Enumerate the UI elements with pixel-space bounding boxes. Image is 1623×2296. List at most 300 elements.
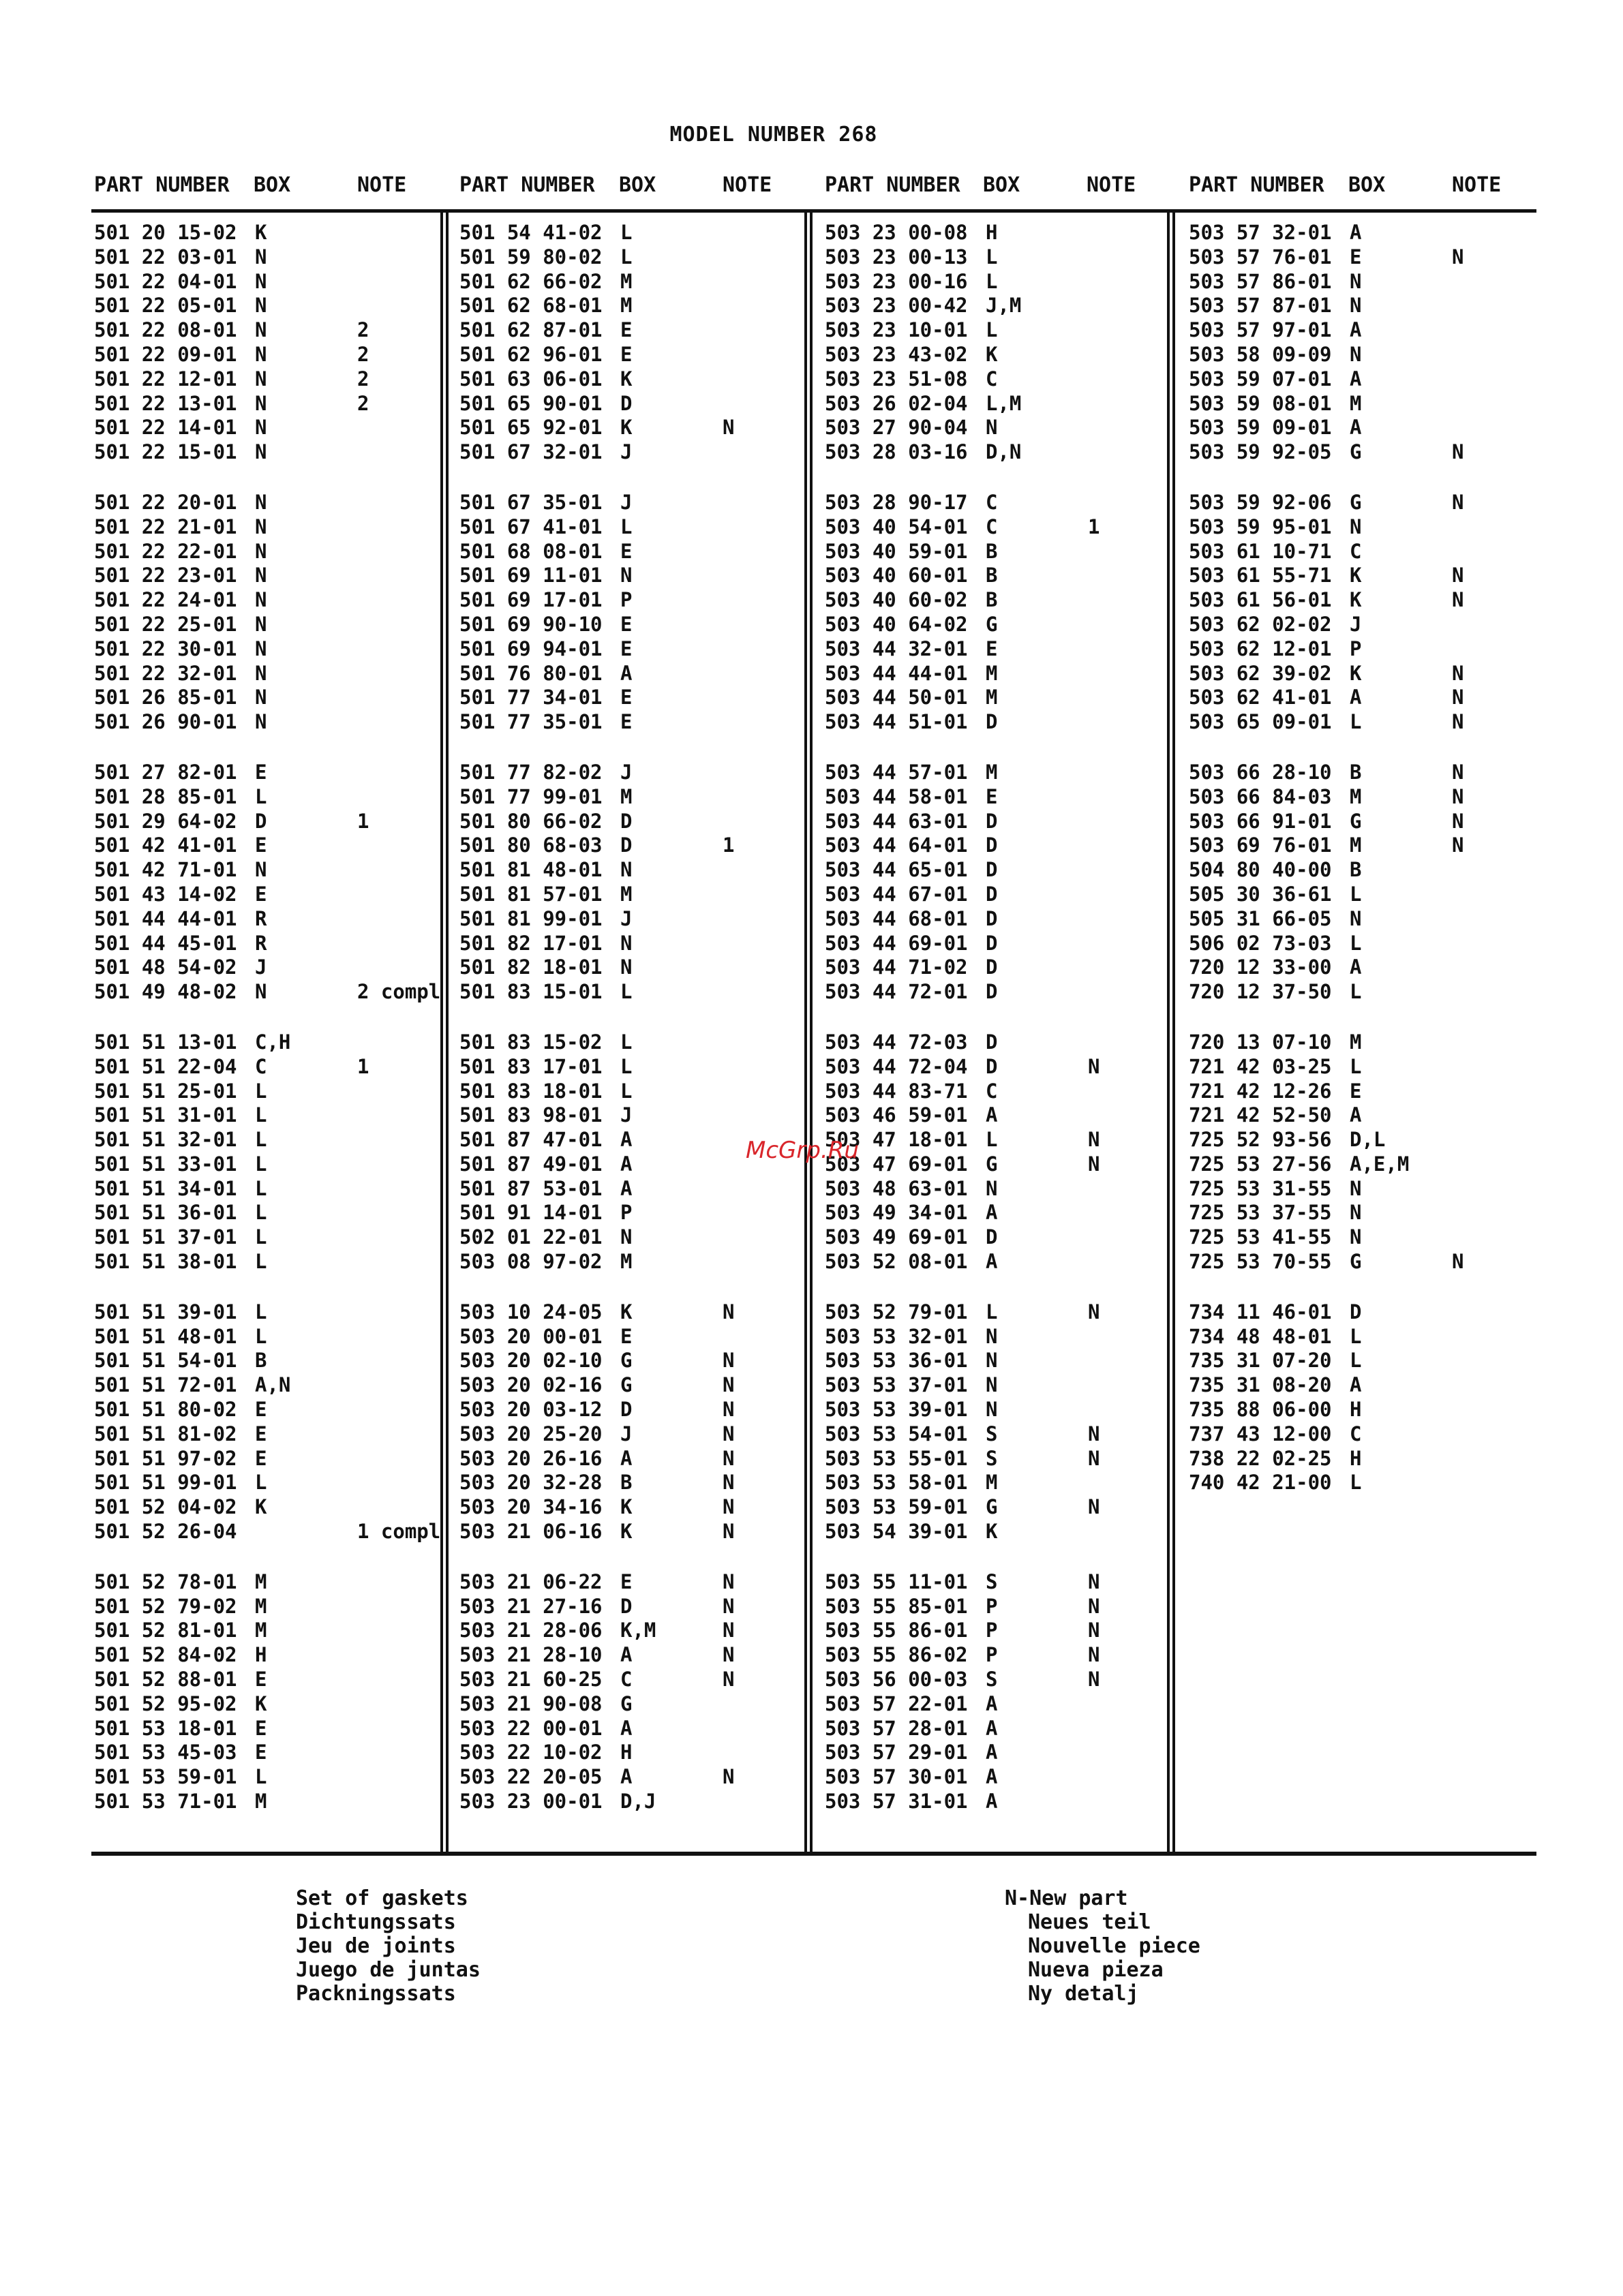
part-row [459,1201,814,1225]
box-code: M [986,1471,998,1495]
part-row [1189,367,1543,392]
part-number: 503 57 29-01 [825,1741,968,1764]
part-row [94,1717,449,1741]
header-part: PART NUMBER [94,173,230,197]
box-code: D,L [1350,1128,1386,1152]
box-code: A [620,1716,633,1740]
part-row [459,1103,814,1128]
part-number: 501 48 54-02 [94,955,237,979]
part-row [825,810,1179,834]
parts-column-1 [94,221,449,1840]
box-code: N [620,931,633,955]
part-row [825,980,1179,1005]
part-row [825,686,1179,710]
part-group [94,1570,449,1814]
box-code: H [1350,1398,1362,1422]
box-code: A [620,1446,633,1470]
part-number: 503 62 02-02 [1189,612,1332,636]
part-number: 503 23 00-16 [825,269,968,293]
part-number: 501 67 32-01 [459,440,603,464]
part-row [825,1619,1179,1643]
part-row [94,1692,449,1717]
box-code: E [620,686,633,709]
box-code: C [986,1079,998,1103]
part-number: 503 53 54-01 [825,1422,968,1445]
part-row [459,932,814,956]
part-number: 501 62 68-01 [459,294,603,318]
part-number: 503 21 60-25 [459,1668,603,1692]
watermark: McGrp.Ru [746,1137,859,1164]
part-number: 501 22 22-01 [94,539,237,563]
part-row [1189,710,1543,735]
box-code: P [1350,637,1362,660]
box-code: A [986,1250,998,1274]
box-code: E [255,760,267,784]
header-box-2: BOX [619,173,656,197]
part-row [94,1741,449,1765]
header-part-2: PART NUMBER [459,173,595,197]
page-title: MODEL NUMBER 268 [669,123,878,147]
part-row [1189,245,1543,270]
part-row [94,637,449,662]
box-code: E [620,612,633,636]
part-number: 501 44 45-01 [94,931,237,955]
part-row [825,416,1179,440]
part-row [825,932,1179,956]
part-number: 721 42 12-26 [1189,1079,1332,1103]
box-code: L [255,1079,267,1103]
part-row [459,613,814,637]
part-number: 501 91 14-01 [459,1201,603,1225]
part-row [459,810,814,834]
box-code: D,N [986,440,1022,464]
box-code: L [1350,1054,1362,1078]
part-number: 501 29 64-02 [94,809,237,833]
box-code: P [986,1619,998,1642]
part-number: 501 22 13-01 [94,391,237,415]
box-code: E [255,1446,267,1470]
box-code: M [1350,391,1362,415]
box-code: K [1350,588,1362,612]
part-row [459,1471,814,1495]
part-number: 503 53 37-01 [825,1373,968,1397]
part-row [825,1717,1179,1741]
box-code: L [255,1152,267,1176]
box-code: K [255,1495,267,1519]
part-row [94,318,449,343]
part-number: 501 51 37-01 [94,1225,237,1249]
note: 1 [1088,515,1100,538]
part-row [459,1349,814,1373]
part-number: 503 44 63-01 [825,809,968,833]
note: N [723,416,735,440]
part-group [825,1570,1179,1814]
part-number: 501 83 17-01 [459,1054,603,1078]
note: N [723,1373,735,1397]
box-code: G [1350,440,1362,464]
part-number: 502 01 22-01 [459,1225,603,1249]
part-number: 720 12 37-50 [1189,980,1332,1004]
part-group [1189,221,1543,465]
part-group [825,221,1179,465]
part-number: 503 57 76-01 [1189,245,1332,269]
part-number: 503 49 34-01 [825,1201,968,1225]
part-row [94,1201,449,1225]
box-code: N [255,710,267,734]
box-code: P [620,588,633,612]
box-code: M [620,882,633,906]
part-row [94,1250,449,1274]
box-code: L [620,1079,633,1103]
box-code: B [255,1349,267,1373]
part-row [1189,1201,1543,1225]
part-number: 503 40 59-01 [825,539,968,563]
part-number: 503 21 90-08 [459,1692,603,1715]
part-number: 501 22 30-01 [94,637,237,660]
box-code: M [986,686,998,709]
part-number: 501 52 88-01 [94,1668,237,1692]
box-code: A [986,1201,998,1225]
box-code: N [255,367,267,391]
part-number: 501 22 20-01 [94,490,237,514]
box-code: D [986,1054,998,1078]
part-number: 501 87 47-01 [459,1128,603,1152]
box-code: E [620,710,633,734]
part-number: 501 51 22-04 [94,1054,237,1078]
box-code: D [620,1398,633,1422]
part-row [94,1225,449,1250]
note: N [723,1471,735,1495]
part-row [825,1643,1179,1668]
box-code: A [620,661,633,685]
note: N [723,1300,735,1323]
box-code: N [255,564,267,587]
header-note-3: NOTE [1087,173,1136,197]
part-number: 501 52 26-04 [94,1520,237,1544]
note: N [723,1594,735,1618]
part-number: 503 44 44-01 [825,661,968,685]
part-row [1189,1398,1543,1422]
box-code: J [255,955,267,979]
box-code: M [255,1619,267,1642]
part-number: 501 53 71-01 [94,1790,237,1813]
part-number: 725 53 27-56 [1189,1152,1332,1176]
part-number: 725 52 93-56 [1189,1128,1332,1152]
part-number: 503 44 72-04 [825,1054,968,1078]
part-number: 503 54 39-01 [825,1520,968,1544]
box-code: D [986,931,998,955]
part-number: 503 58 09-09 [1189,342,1332,366]
box-code: D [986,858,998,882]
part-number: 503 53 36-01 [825,1349,968,1373]
note: 2 [357,318,369,342]
part-number: 501 81 48-01 [459,858,603,882]
box-code: A [986,1790,998,1813]
box-code: H [620,1741,633,1764]
note: 2 [357,367,369,391]
box-code: L [986,318,998,342]
part-number: 503 56 00-03 [825,1668,968,1692]
box-code: E [255,1398,267,1422]
part-number: 503 20 02-16 [459,1373,603,1397]
part-group [1189,1300,1543,1495]
part-number: 501 53 59-01 [94,1765,237,1789]
part-row [825,1447,1179,1471]
part-row [94,270,449,294]
part-row [825,1668,1179,1692]
legend-line: Ny detalj [1028,1982,1139,2006]
part-row [94,932,449,956]
part-number: 503 21 06-16 [459,1520,603,1544]
box-code: L [986,1300,998,1323]
part-row [1189,270,1543,294]
part-number: 501 44 44-01 [94,906,237,930]
part-row [1189,883,1543,907]
box-code: B [986,539,998,563]
part-row [825,1471,1179,1495]
part-group [459,1300,814,1544]
box-code: N [255,391,267,415]
part-row [1189,907,1543,932]
part-row [459,883,814,907]
part-number: 501 52 78-01 [94,1570,237,1593]
part-row [94,1765,449,1790]
box-code: N [620,564,633,587]
box-code: E [255,1716,267,1740]
box-code: N [1350,269,1362,293]
box-code: N [620,1225,633,1249]
part-number: 503 44 58-01 [825,784,968,808]
part-row [94,1300,449,1325]
part-number: 735 31 07-20 [1189,1349,1332,1373]
part-row [825,245,1179,270]
part-number: 501 65 92-01 [459,416,603,440]
box-code: P [620,1201,633,1225]
box-code: D [986,1225,998,1249]
box-code: N [255,515,267,538]
box-code: K [620,1495,633,1519]
part-number: 501 83 98-01 [459,1103,603,1127]
note: N [723,1643,735,1667]
note: 2 compl [357,980,441,1004]
box-code: J [620,1103,633,1127]
box-code: A [986,1741,998,1764]
box-code: N [620,858,633,882]
part-row [459,1373,814,1398]
part-row [825,1692,1179,1717]
part-number: 501 77 82-02 [459,760,603,784]
part-number: 501 51 97-02 [94,1446,237,1470]
part-row [94,810,449,834]
note: N [1088,1594,1100,1618]
box-code: L [255,1176,267,1200]
part-number: 721 42 03-25 [1189,1054,1332,1078]
part-number: 503 61 10-71 [1189,539,1332,563]
box-code: N [255,858,267,882]
part-row [94,588,449,613]
box-code: K [620,1300,633,1323]
part-number: 501 80 66-02 [459,809,603,833]
part-group [94,1300,449,1544]
part-group [825,761,1179,1005]
part-row [825,1201,1179,1225]
box-code: A [1350,955,1362,979]
bottom-rule [91,1852,1536,1856]
part-number: 501 53 18-01 [94,1716,237,1740]
part-row [1189,588,1543,613]
box-code: A [986,1692,998,1715]
part-row [94,1595,449,1619]
part-row [825,1300,1179,1325]
part-number: 503 59 92-05 [1189,440,1332,464]
box-code: D [986,955,998,979]
part-row [1189,1300,1543,1325]
part-row [459,907,814,932]
header-note-4: NOTE [1452,173,1502,197]
box-code: A [986,1765,998,1789]
part-group [1189,1030,1543,1274]
part-row [459,221,814,245]
note: 1 compl [357,1520,441,1544]
box-code: M [620,269,633,293]
box-code: L [620,515,633,538]
part-group [1189,491,1543,735]
legend-line: Juego de juntas [296,1958,481,1982]
box-code: G [1350,809,1362,833]
part-number: 501 87 49-01 [459,1152,603,1176]
part-group [1189,761,1543,1005]
part-row [1189,343,1543,367]
part-row [459,270,814,294]
part-row [94,883,449,907]
box-code: E [620,539,633,563]
part-row [825,367,1179,392]
part-number: 503 23 51-08 [825,367,968,391]
part-row [1189,318,1543,343]
part-group [94,221,449,465]
part-number: 503 20 26-16 [459,1446,603,1470]
note: N [723,1520,735,1544]
part-row [825,1030,1179,1055]
parts-column-4 [1189,221,1543,1521]
part-row [1189,416,1543,440]
part-row [459,343,814,367]
box-code: D [986,710,998,734]
part-number: 501 82 17-01 [459,931,603,955]
note: N [723,1398,735,1422]
part-row [459,1300,814,1325]
part-row [459,1668,814,1692]
part-number: 501 51 72-01 [94,1373,237,1397]
part-row [825,318,1179,343]
box-code: S [986,1668,998,1692]
part-row [459,1250,814,1274]
part-number: 503 57 87-01 [1189,294,1332,318]
part-row [94,1790,449,1814]
part-row [459,367,814,392]
box-code: M [620,1250,633,1274]
box-code: M [1350,784,1362,808]
box-code: N [255,245,267,269]
box-code: L [620,1054,633,1078]
box-code: D [986,833,998,857]
part-number: 503 66 91-01 [1189,809,1332,833]
gasket-set-legend [296,1886,481,2006]
box-code: E [255,1741,267,1764]
part-number: 501 80 68-03 [459,833,603,857]
note: N [1452,490,1464,514]
box-code: C [1350,539,1362,563]
part-row [1189,1103,1543,1128]
part-group [94,1030,449,1274]
note: N [1088,1495,1100,1519]
part-number: 720 12 33-00 [1189,955,1332,979]
part-number: 503 44 67-01 [825,882,968,906]
note: N [1452,564,1464,587]
part-row [459,761,814,785]
box-code: N [1350,1201,1362,1225]
box-code: L [1350,931,1362,955]
part-number: 725 53 31-55 [1189,1176,1332,1200]
part-number: 503 57 30-01 [825,1765,968,1789]
box-code: N [255,440,267,464]
part-row [1189,858,1543,883]
part-number: 503 22 10-02 [459,1741,603,1764]
box-code: S [986,1570,998,1593]
part-row [825,221,1179,245]
box-code: B [620,1471,633,1495]
note: N [1088,1152,1100,1176]
box-code: L [1350,1349,1362,1373]
header-box-4: BOX [1348,173,1386,197]
box-code: G [1350,490,1362,514]
part-number: 501 51 99-01 [94,1471,237,1495]
part-row [459,1692,814,1717]
part-row [459,440,814,465]
part-number: 501 22 14-01 [94,416,237,440]
part-row [94,833,449,858]
part-number: 503 59 92-06 [1189,490,1332,514]
part-row [459,540,814,564]
part-number: 501 81 99-01 [459,906,603,930]
part-row [94,294,449,318]
part-number: 725 53 41-55 [1189,1225,1332,1249]
box-code: K,M [620,1619,656,1642]
part-row [94,613,449,637]
part-row [459,955,814,980]
part-number: 503 44 65-01 [825,858,968,882]
part-number: 503 44 72-01 [825,980,968,1004]
part-number: 503 44 57-01 [825,760,968,784]
part-row [94,1349,449,1373]
part-number: 501 53 45-03 [94,1741,237,1764]
part-row [825,1741,1179,1765]
part-row [459,416,814,440]
part-row [1189,686,1543,710]
part-number: 506 02 73-03 [1189,931,1332,955]
part-row [94,1398,449,1422]
note: N [723,1765,735,1789]
note: 2 [357,342,369,366]
box-code: N [255,490,267,514]
part-number: 501 54 41-02 [459,221,603,244]
part-row [825,1422,1179,1447]
part-number: 501 22 21-01 [94,515,237,538]
box-code: N [255,416,267,440]
header-box-3: BOX [983,173,1020,197]
part-number: 503 23 00-01 [459,1790,603,1813]
note: N [1088,1668,1100,1692]
